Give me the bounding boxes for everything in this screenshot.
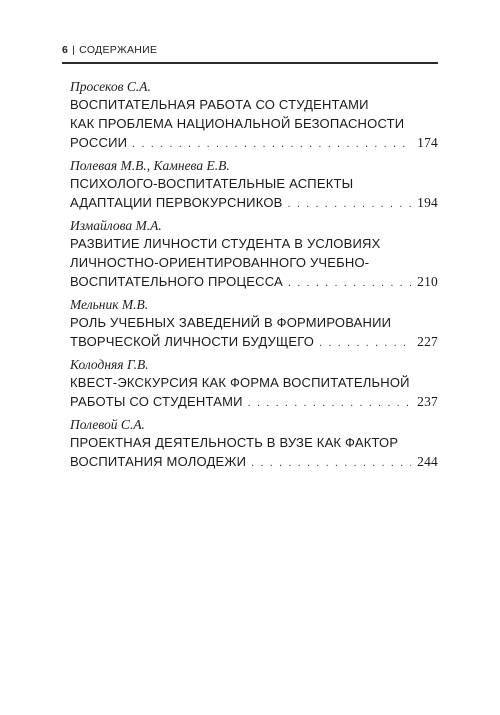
toc-entry-title-line: ПСИХОЛОГО-ВОСПИТАТЕЛЬНЫЕ АСПЕКТЫ (70, 176, 354, 191)
toc-entry[interactable] (70, 157, 438, 212)
page-reference: 174 (417, 135, 438, 150)
toc-entry-title-line: ПРОЕКТНАЯ ДЕЯТЕЛЬНОСТЬ В ВУЗЕ КАК ФАКТОР (70, 435, 399, 450)
toc-entry-title-line: ЛИЧНОСТНО-ОРИЕНТИРОВАННОГО УЧЕБНО- (70, 255, 370, 270)
toc-entry[interactable] (70, 356, 438, 411)
toc-entry-title-line: ТВОРЧЕСКОЙ ЛИЧНОСТИ БУДУЩЕГО (70, 334, 315, 349)
dot-leader (288, 195, 412, 214)
toc-entry-author: Измайлова М.А. (70, 218, 162, 233)
toc-entry-author: Колодняя Г.В. (70, 357, 149, 372)
toc-entry-title-line: РОЛЬ УЧЕБНЫХ ЗАВЕДЕНИЙ В ФОРМИРОВАНИИ (70, 315, 392, 330)
toc-entry-final-line (70, 452, 438, 471)
running-head (62, 42, 438, 58)
section-title: СОДЕРЖАНИЕ (79, 44, 158, 56)
toc-entry[interactable] (70, 296, 438, 351)
toc-entry-final-line (70, 392, 438, 411)
dot-leader (248, 394, 411, 413)
toc-entry-title-line: АДАПТАЦИИ ПЕРВОКУРСНИКОВ (70, 195, 283, 210)
dot-leader (319, 334, 411, 353)
dot-leader (132, 135, 411, 154)
dot-leader (251, 454, 411, 473)
toc-entry-title-line: ВОСПИТАНИЯ МОЛОДЕЖИ (70, 454, 247, 469)
toc-entry[interactable] (70, 217, 438, 291)
table-of-contents (70, 78, 438, 476)
page-number: 6 (62, 44, 69, 56)
toc-entry-final-line (70, 193, 438, 212)
toc-entry-title-line: РАЗВИТИЕ ЛИЧНОСТИ СТУДЕНТА В УСЛОВИЯХ (70, 236, 381, 251)
toc-entry-author: Просеков С.А. (70, 79, 151, 94)
toc-entry-author: Мельник М.В. (70, 297, 149, 312)
toc-entry-final-line (70, 272, 438, 291)
toc-entry-final-line (70, 133, 438, 152)
page-reference: 244 (417, 454, 438, 469)
toc-entry-title-line: РОССИИ (70, 135, 128, 150)
dot-leader (288, 274, 411, 293)
toc-entry-title-line: РАБОТЫ СО СТУДЕНТАМИ (70, 394, 243, 409)
page-reference: 227 (417, 334, 438, 349)
page-reference: 210 (417, 274, 438, 289)
header-rule (62, 62, 438, 64)
toc-entry-title-line: КВЕСТ-ЭКСКУРСИЯ КАК ФОРМА ВОСПИТАТЕЛЬНОЙ (70, 375, 410, 390)
toc-entry-title-line: ВОСПИТАТЕЛЬНАЯ РАБОТА СО СТУДЕНТАМИ (70, 97, 369, 112)
toc-entry[interactable] (70, 416, 438, 471)
page-reference: 237 (417, 394, 438, 409)
toc-entry[interactable] (70, 78, 438, 152)
toc-entry-final-line (70, 332, 438, 351)
running-head-separator: | (72, 44, 76, 56)
toc-entry-author: Полевая М.В., Камнева Е.В. (70, 158, 230, 173)
page-reference: 194 (417, 195, 438, 210)
toc-entry-title-line: ВОСПИТАТЕЛЬНОГО ПРОЦЕССА (70, 274, 283, 289)
toc-entry-title-line: КАК ПРОБЛЕМА НАЦИОНАЛЬНОЙ БЕЗОПАСНОСТИ (70, 116, 405, 131)
toc-entry-author: Полевой С.А. (70, 417, 145, 432)
